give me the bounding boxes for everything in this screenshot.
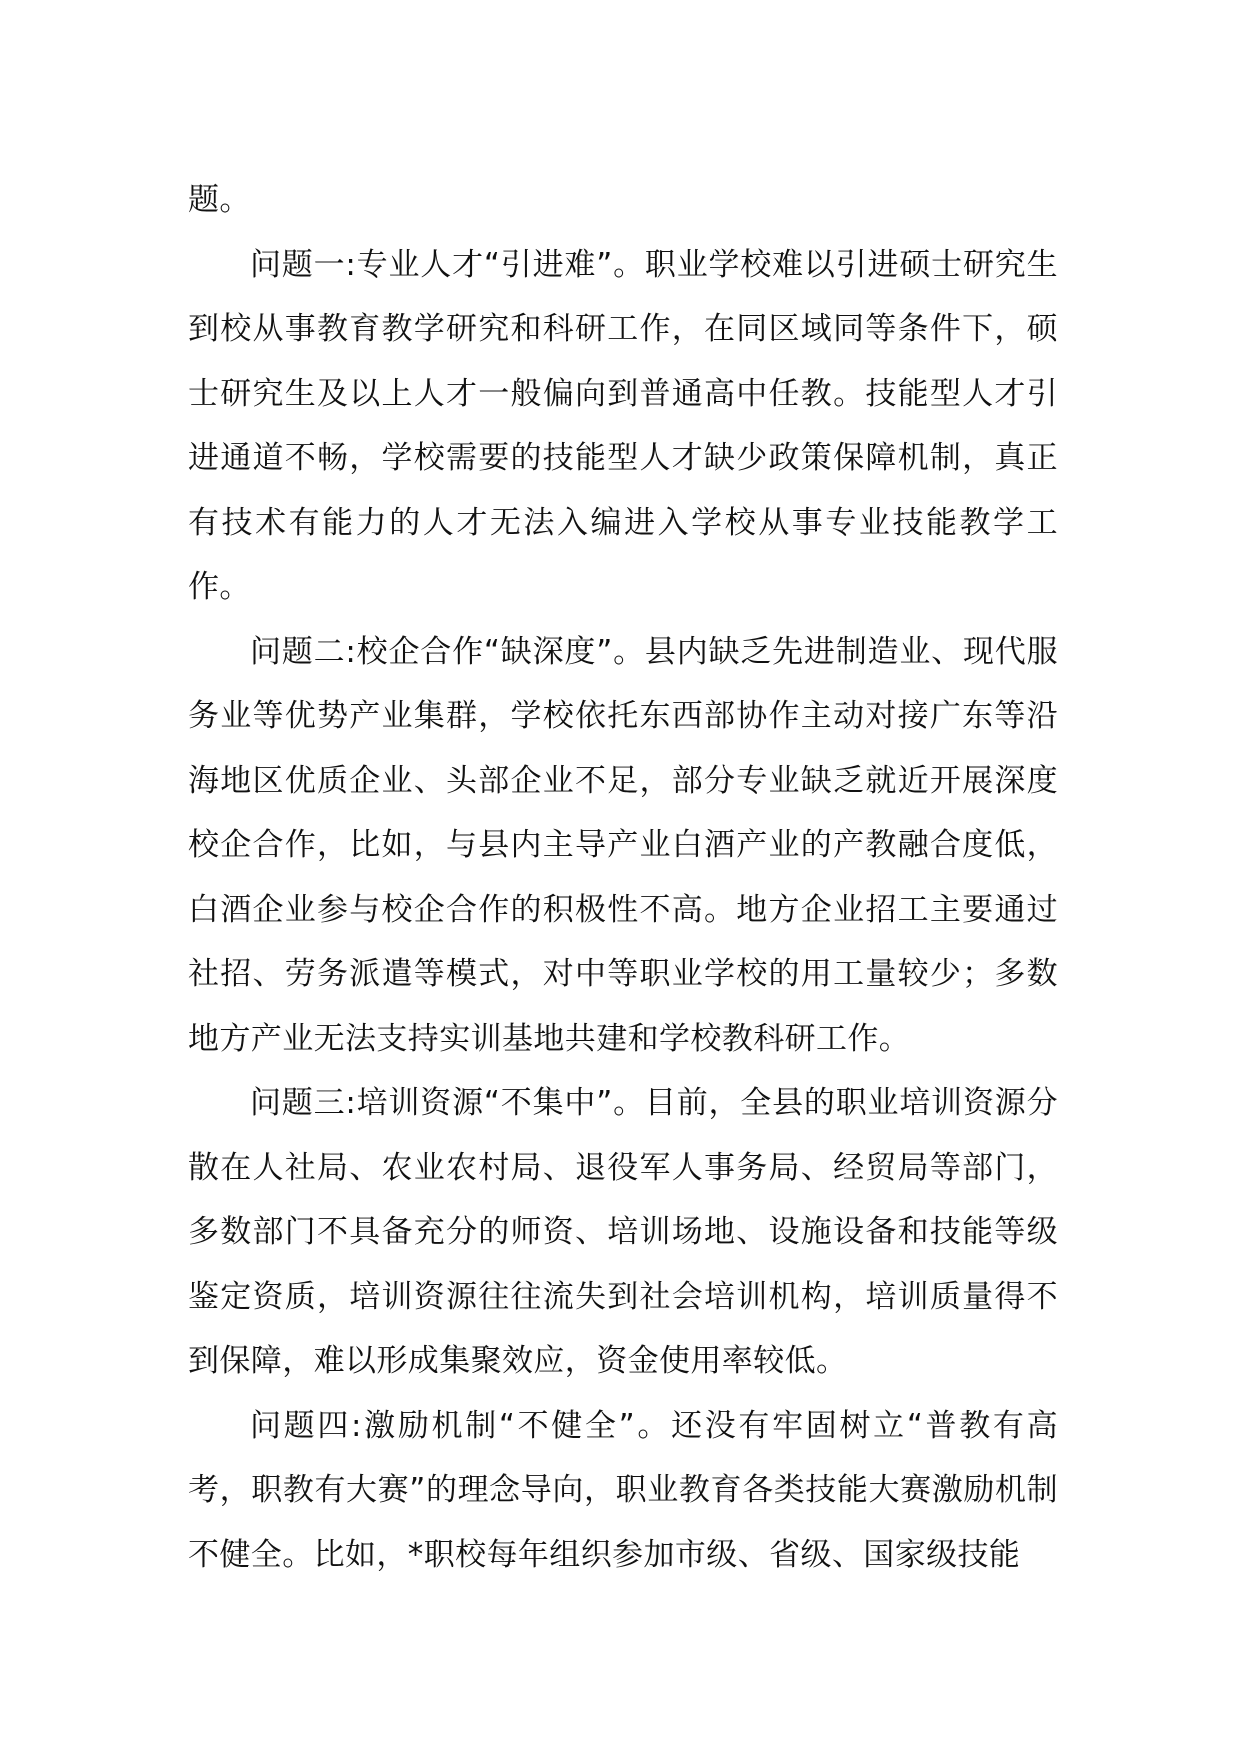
- paragraph-problem-3: 问题三:培训资源“不集中”。目前，全县的职业培训资源分散在人社局、农业农村局、退役军人事务局、经贸局等部门，多数部门不具备充分的师资、培训场地、设施设备和技能等级鉴定资质，培训资源往往流失到社会培训机构，培训质量得不到保障，难以形成集聚效应，资金使用率较低。: [188, 1085, 1058, 1379]
- paragraph-continuation: 题。: [188, 182, 251, 218]
- paragraph-problem-1: 问题一:专业人才“引进难”。职业学校难以引进硕士研究生到校从事教育教学研究和科研工作，在同区域同等条件下，硕士研究生及以上人才一般偏向到普通高中任教。技能型人才引进通道不畅，学校需要的技能型人才缺少政策保障机制，真正有技术有能力的人才无法入编进入学校从事专业技能教学工作。: [188, 246, 1058, 605]
- paragraph-problem-2: 问题二:校企合作“缺深度”。县内缺乏先进制造业、现代服务业等优势产业集群，学校依托东西部协作主动对接广东等沿海地区优质企业、头部企业不足，部分专业缺乏就近开展深度校企合作，比如，与县内主导产业白酒产业的产教融合度低，白酒企业参与校企合作的积极性不高。地方企业招工主要通过社招、劳务派遣等模式，对中等职业学校的用工量较少；多数地方产业无法支持实训基地共建和学校教科研工作。: [188, 633, 1058, 1057]
- document-body: [188, 168, 1058, 1587]
- paragraph-problem-4: 问题四:激励机制“不健全”。还没有牢固树立“普教有高考，职教有大赛”的理念导向，职业教育各类技能大赛激励机制不健全。比如，*职校每年组织参加市级、省级、国家级技能: [188, 1407, 1058, 1573]
